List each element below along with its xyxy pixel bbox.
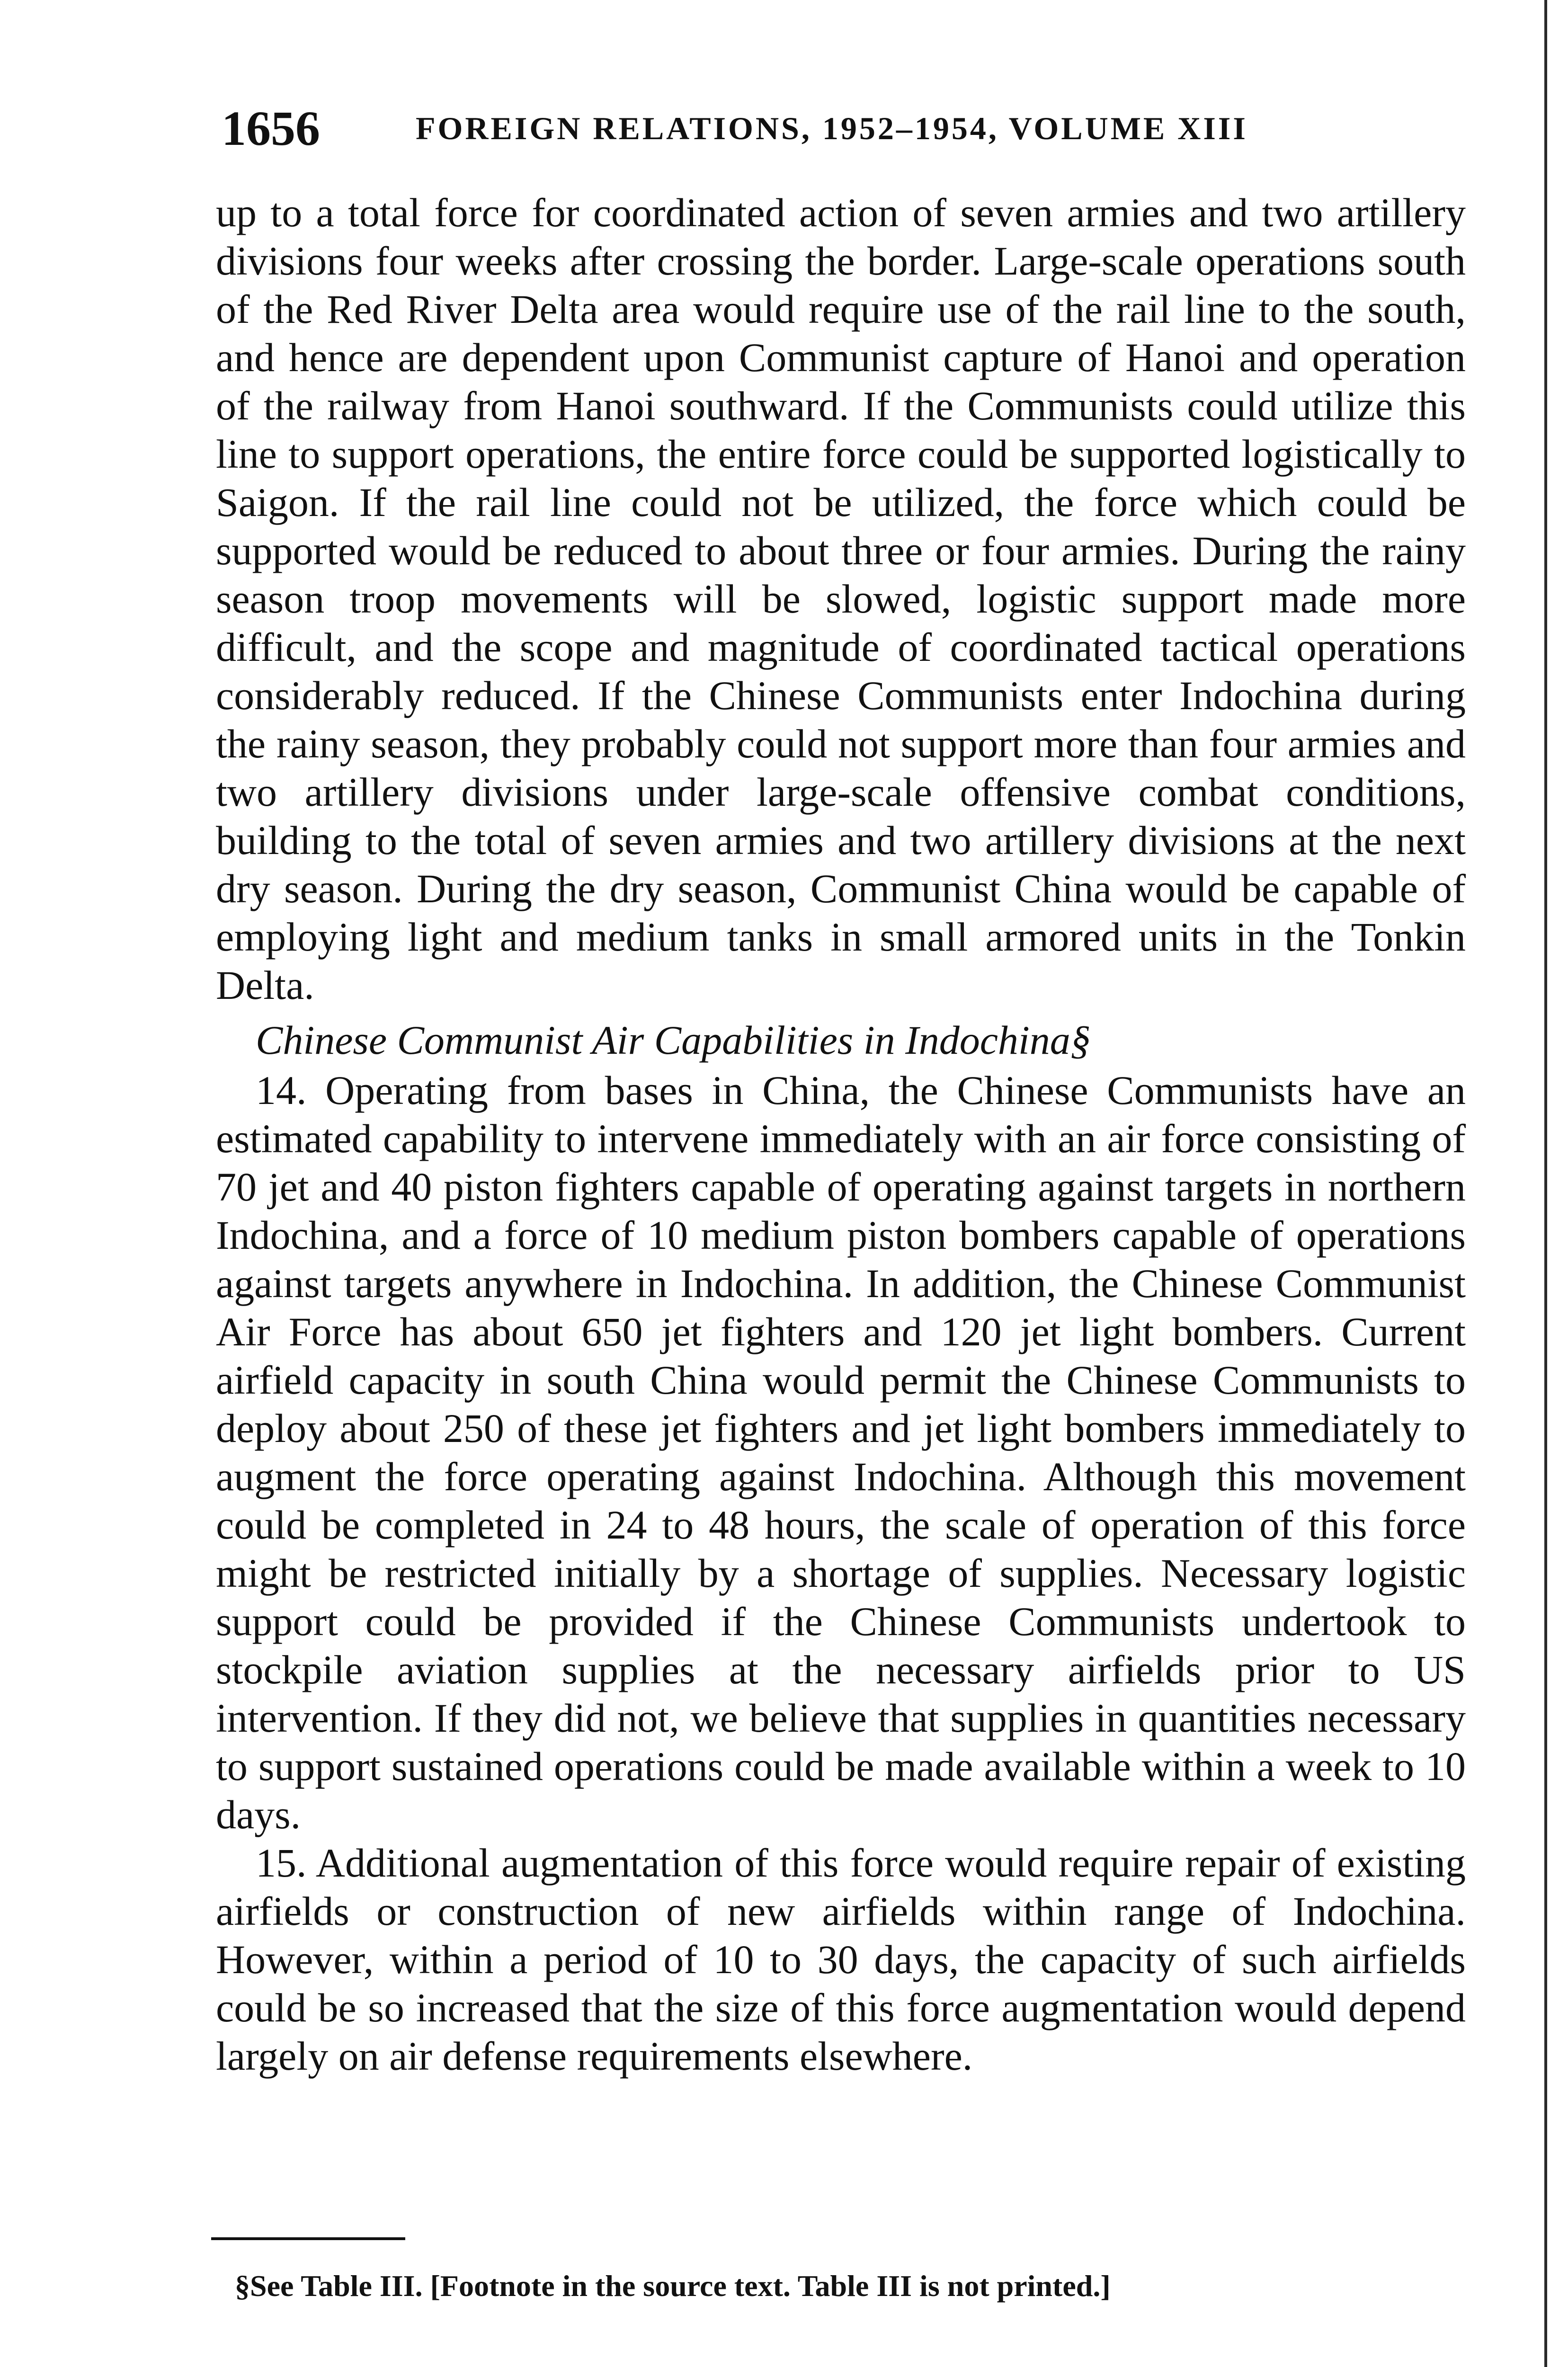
section-heading: Chinese Communist Air Capabilities in Indochina§ (256, 1017, 1091, 1063)
footnote-rule (211, 2237, 405, 2240)
body-text (216, 188, 1466, 2080)
page-header (222, 100, 1310, 167)
page-edge (1544, 0, 1568, 2367)
paragraph-14: 14. Operating from bases in China, the Chinese Communists have an estimated capability to intervene immediately with an air force consisting of 70 jet and 40 piston fighters capable of operating against targets in northern Indochina, and a force of 10 medium piston bombers capable of operations against targets anywhere in Indochina. In addition, the Chinese Communist Air Force has about 650 jet fighters and 120 jet light bombers. Current airfield capacity in south China would permit the Chinese Communists to deploy about 250 of these jet fighters and jet light bombers immediately to augment the force operating against Indochina. Although this movement could be completed in 24 to 48 hours, the scale of operation of this force might be restricted initially by a shortage of supplies. Necessary logistic support could be provided if the Chinese Communists undertook to stockpile aviation supplies at the necessary airfields prior to US intervention. If they did not, we believe that supplies in quantities necessary to support sustained operations could be made available within a week to 10 days. (216, 1068, 1466, 1837)
continued-paragraph: up to a total force for coordinated action of seven armies and two artillery divisions four weeks after crossing the border. Large-scale operations south of the Red River Delta area would require use of the rail line to the south, and hence are dependent upon Communist capture of Hanoi and operation of the railway from Hanoi southward. If the Communists could utilize this line to support operations, the entire force could be supported logistically to Saigon. If the rail line could not be utilized, the force which could be supported would be reduced to about three or four armies. During the rainy season troop movements will be slowed, logistic support made more difficult, and the scope and magnitude of coordinated tactical operations considerably reduced. If the Chinese Communists enter Indochina during the rainy season, they probably could not support more than four armies and two artillery divisions under large-scale offensive combat conditions, building to the total of seven armies and two artillery divisions at the next dry season. During the dry season, Communist China would be capable of employing light and medium tanks in small armored units in the Tonkin Delta. (216, 190, 1466, 1008)
page-number: 1656 (222, 101, 320, 156)
footnote: §See Table III. [Footnote in the source text. Table III is not printed.] (235, 2269, 1111, 2303)
running-head: FOREIGN RELATIONS, 1952–1954, VOLUME XIII (416, 110, 1248, 146)
paragraph-15: 15. Additional augmentation of this force would require repair of existing airfields or construction of new airfields within range of Indochina. However, within a period of 10 to 30 days, the capacity of such airfields could be so increased that the size of this force augmentation would depend largely on air defense requirements elsewhere. (216, 1840, 1466, 2079)
